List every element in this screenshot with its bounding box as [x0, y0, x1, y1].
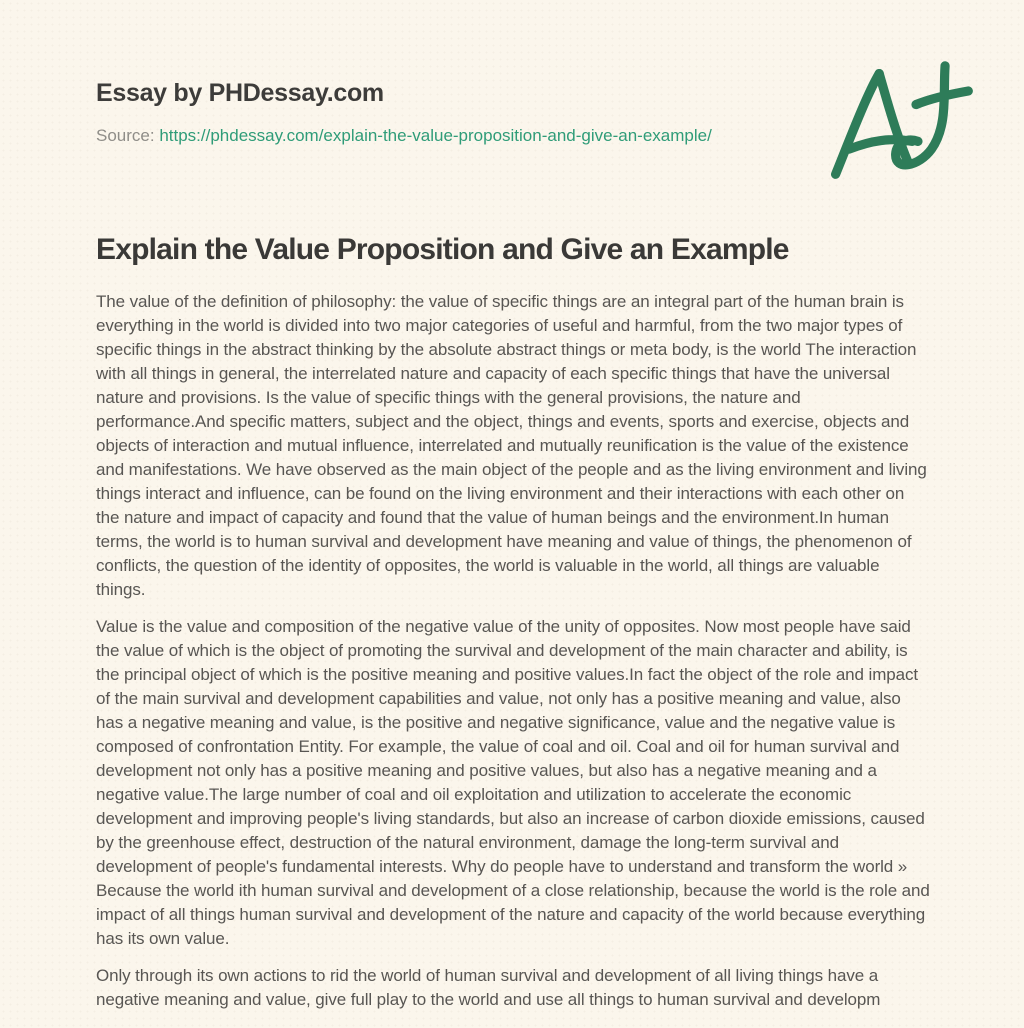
source-label: Source:: [96, 126, 155, 145]
source-url-link[interactable]: https://phdessay.com/explain-the-value-proposition-and-give-an-example/: [159, 126, 712, 145]
article-title: Explain the Value Proposition and Give an Example: [96, 233, 789, 266]
article-paragraph: Value is the value and composition of the negative value of the unity of opposites. Now most people have said the value of which is the object of promoting the survival and development of the main character and ability, is the principal object of which is the positive meaning and positive values.In fact the object of the role and impact of the main survival and development capabilities and value, not only has a positive meaning and value, also has a negative meaning and value, is the positive and negative significance, value and the negative value is composed of confrontation Entity. For example, the value of coal and oil. Coal and oil for human survival and development not only has a positive meaning and positive values, but also has a negative meaning and a negative value.The large number of coal and oil exploitation and utilization to accelerate the economic development and improving people's living standards, but also an increase of carbon dioxide emissions, caused by the greenhouse effect, destruction of the natural environment, damage the long-term survival and development of people's fundamental interests. Why do people have to understand and transform the world » Because the world ith human survival and development of a close relationship, because the world is the role and impact of all things human survival and development of the nature and capacity of the world because everything has its own value.: [96, 617, 930, 948]
site-title: Essay by PHDessay.com: [96, 79, 384, 107]
article-paragraph: The value of the definition of philosophy: the value of specific things are an integral part of the human brain is everything in the world is divided into two major categories of useful and harmful, from the two major types of specific things in the abstract thinking by the absolute abstract things or meta body, is the world The interaction with all things in general, the interrelated nature and capacity of each specific things that have the universal nature and provisions. Is the value of specific things with the general provisions, the nature and performance.And specific matters, subject and the object, things and events, sports and exercise, objects and objects of interaction and mutual influence, interrelated and mutually reunification is the value of the existence and manifestations. We have observed as the main object of the people and as the living environment and living things interact and influence, can be found on the living environment and their interactions with each other on the nature and impact of capacity and found that the value of human beings and the environment.In human terms, the world is to human survival and development have meaning and value of things, the phenomenon of conflicts, the question of the identity of opposites, the world is valuable in the world, all things are valuable things.: [96, 292, 927, 599]
source-line: [96, 124, 931, 148]
article-paragraph: Only through its own actions to rid the world of human survival and development of all living things have a negative meaning and value, give full play to the world and use all things to human survival and developm: [96, 966, 881, 1009]
phdessay-a-plus-logo-icon: [823, 52, 978, 192]
article-body: [96, 290, 931, 1012]
